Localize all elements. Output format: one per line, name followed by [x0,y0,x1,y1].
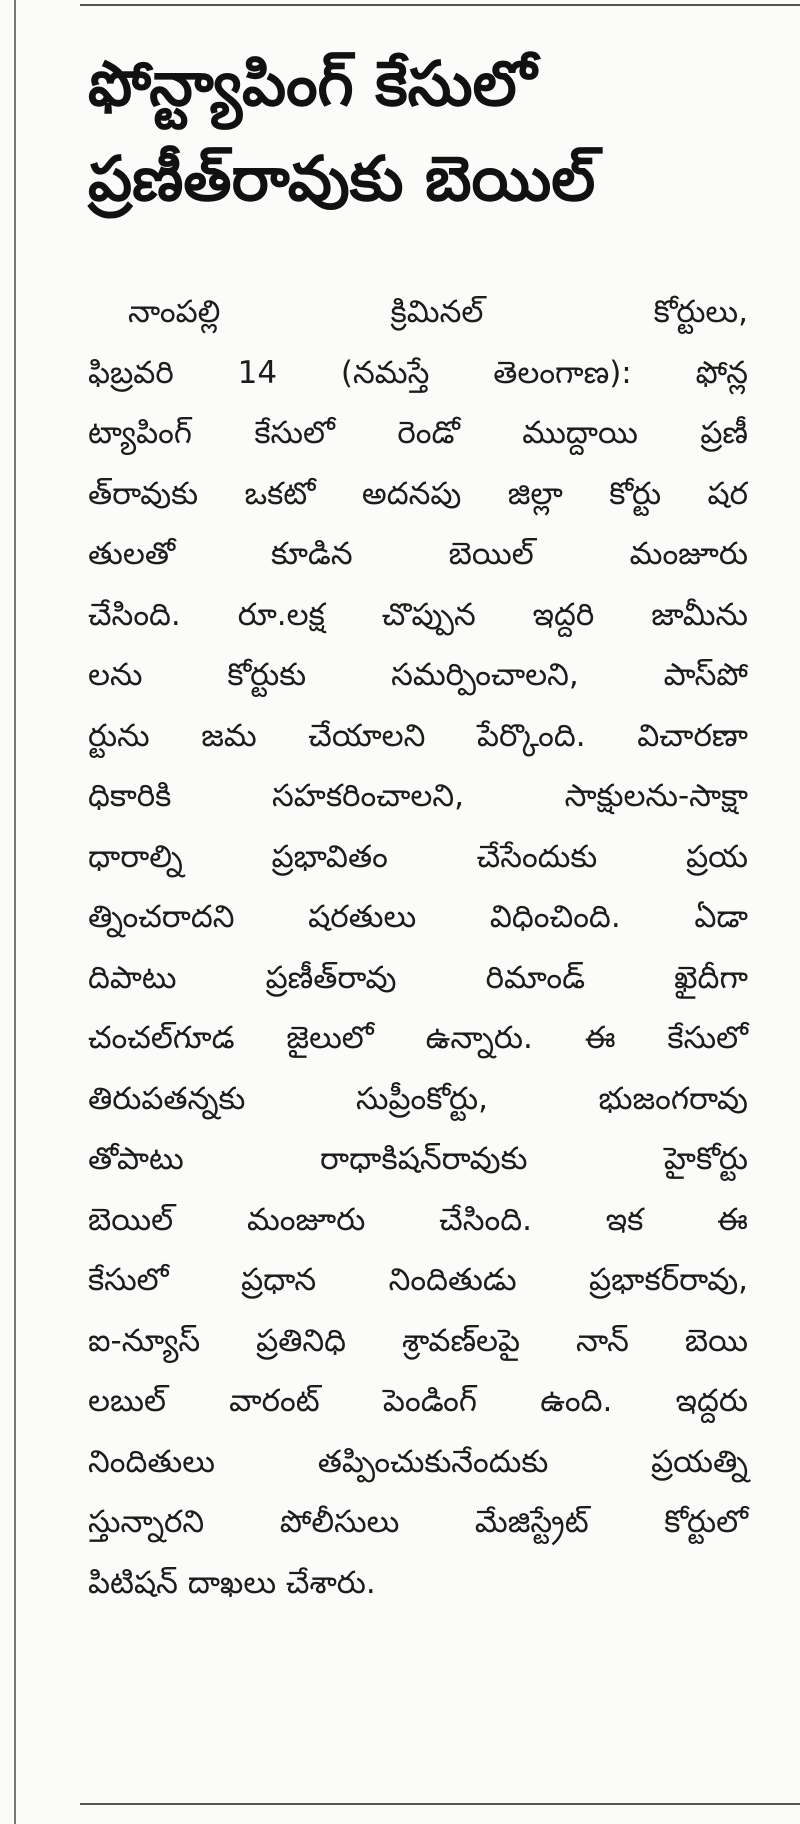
body-line: పిటిషన్ దాఖలు చేశారు. [88,1564,376,1601]
body-line: దిపాటు ప్రణీత్‌రావు రిమాండ్ ఖైదీగా [88,959,748,996]
body-line: ఫిబ్రవరి 14 (నమస్తే తెలంగాణ): ఫోన్ల [88,354,748,391]
body-line: నాంపల్లి క్రిమినల్ కోర్టులు, [128,294,748,330]
body-line: బెయిల్ మంజూరు చేసింది. ఇక ఈ [88,1201,748,1238]
headline-line: ప్రణీత్‌రావుకు బెయిల్ [88,142,596,215]
body-line: లను కోర్టుకు సమర్పించాలని, పాస్‌పో [88,657,748,693]
headline-line: ఫోన్ట్యాపింగ్ కేసులో [88,47,537,120]
body-line: ధారాల్ని ప్రభావితం చేసేందుకు ప్రయ [88,838,748,875]
top-divider [80,4,800,6]
body-line: తిరుపతన్నకు సుప్రీంకోర్టు, భుజంగరావు [88,1080,748,1117]
body-line: తోపాటు రాధాకిషన్‌రావుకు హైకోర్టు [88,1141,748,1177]
article-body [88,282,748,1613]
body-line: చేసింది. రూ.లక్ష చొప్పున ఇద్దరి జామీను [88,596,748,633]
body-line: ధికారికి సహకరించాలని, సాక్షులను-సాక్షా [88,778,748,814]
body-line: త్నించరాదని షరతులు విధించింది. ఏడా [88,899,748,935]
body-line: కేసులో ప్రధాన నిందితుడు ప్రభాకర్‌రావు, [88,1262,748,1298]
left-column-rule [14,0,16,1824]
bottom-divider [80,1803,800,1805]
headline [88,36,768,226]
body-line: నిందితులు తప్పించుకునేందుకు ప్రయత్ని [88,1443,748,1480]
body-line: లబుల్ వారంట్ పెండింగ్ ఉంది. ఇద్దరు [88,1383,748,1419]
body-line: ఐ-న్యూస్ ప్రతినిధి శ్రావణ్‌లపై నాన్ బెయి [88,1322,748,1359]
body-line: చంచల్‌గూడ జైలులో ఉన్నారు. ఈ కేసులో [88,1020,748,1056]
body-line: స్తున్నారని పోలీసులు మేజిస్ట్రేట్ కోర్టులో [88,1504,748,1540]
body-line: ట్యాపింగ్ కేసులో రెండో ముద్దాయి ప్రణీ [88,415,748,451]
body-line: ర్టును జమ చేయాలని పేర్కొంది. విచారణా [88,717,748,754]
body-line: త్‌రావుకు ఒకటో అదనపు జిల్లా కోర్టు షర [88,475,748,512]
body-line: తులతో కూడిన బెయిల్ మంజూరు [88,536,748,572]
